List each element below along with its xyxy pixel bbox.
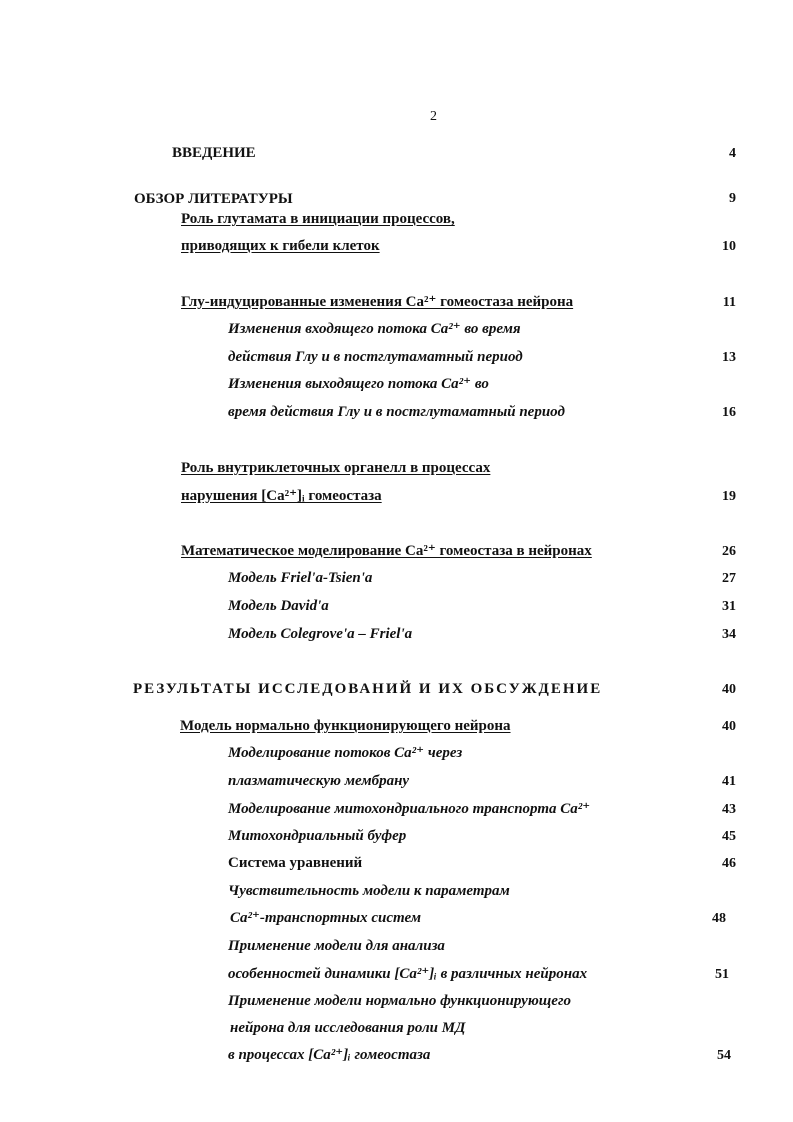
toc-subsection-title: Изменения выходящего потока Ca²⁺ во [228, 376, 489, 392]
toc-page-number: 27 [722, 571, 736, 586]
toc-section-title: Роль глутамата в инициации процессов, [181, 211, 455, 227]
toc-subsection-title: плазматическую мембрану [228, 773, 410, 789]
toc-subsection-title: Система уравнений [228, 855, 363, 871]
toc-page-number: 9 [729, 191, 736, 206]
toc-page-number: 40 [722, 719, 736, 734]
toc-page-number: 34 [722, 627, 736, 642]
toc-page-number: 48 [712, 911, 726, 926]
toc-page-number: 43 [722, 802, 736, 817]
toc-subsection-title: в процессах [Ca²⁺]ᵢ гомеостаза [228, 1047, 431, 1063]
toc-subsection-title: Митохондриальный буфер [228, 828, 407, 844]
page-number: 2 [430, 109, 437, 124]
toc-heading-results: РЕЗУЛЬТАТЫ ИССЛЕДОВАНИЙ И ИХ ОБСУЖДЕНИЕ [133, 681, 603, 697]
toc-subsection-title: Моделирование потоков Ca²⁺ через [228, 745, 463, 761]
toc-page-number: 54 [717, 1048, 731, 1063]
toc-heading-introduction: ВВЕДЕНИЕ [172, 145, 256, 161]
toc-subsection-title: особенностей динамики [Ca²⁺]ᵢ в различных нейронах [228, 966, 588, 982]
toc-page-number: 51 [715, 967, 729, 982]
toc-section-title: нарушения [Ca²⁺]ᵢ гомеостаза [181, 488, 382, 504]
toc-page-number: 41 [722, 774, 736, 789]
toc-section-title: Модель нормально функционирующего нейрона [180, 718, 511, 734]
toc-page-number: 40 [722, 682, 736, 697]
toc-section-title: Роль внутриклеточных органелл в процессах [181, 460, 491, 476]
toc-section-title: Математическое моделирование Ca²⁺ гомеостаза в нейронах [181, 543, 592, 559]
toc-page-number: 11 [722, 295, 736, 310]
toc-section-title: приводящих к гибели клеток [181, 238, 380, 254]
toc-heading-literature-review: ОБЗОР ЛИТЕРАТУРЫ [134, 191, 293, 207]
toc-subsection-title: Ca²⁺-транспортных систем [230, 910, 422, 926]
toc-subsection-title: Изменения входящего потока Ca²⁺ во время [228, 321, 521, 337]
toc-subsection-title: Модель David'a [228, 598, 329, 614]
toc-subsection-title: Модель Colegrove'a – Friel'a [228, 626, 413, 642]
toc-page-number: 13 [722, 350, 736, 365]
toc-subsection-title: Применение модели нормально функционирующего [228, 993, 571, 1009]
toc-subsection-title: время действия Глу и в постглутаматный период [228, 404, 565, 420]
toc-page-number: 46 [722, 856, 736, 871]
toc-page-number: 19 [722, 489, 736, 504]
toc-subsection-title: Модель Friel'a-Tsien'a [228, 570, 373, 586]
toc-subsection-title: нейрона для исследования роли МД [230, 1020, 466, 1036]
toc-page-number: 10 [722, 239, 736, 254]
toc-subsection-title: Применение модели для анализа [228, 938, 445, 954]
toc-subsection-title: действия Глу и в постглутаматный период [228, 349, 523, 365]
toc-page-number: 4 [729, 146, 736, 161]
toc-subsection-title: Чувствительность модели к параметрам [228, 883, 510, 899]
toc-page-number: 45 [722, 829, 736, 844]
toc-subsection-title: Моделирование митохондриального транспорта Ca²⁺ [228, 801, 591, 817]
toc-page-number: 16 [722, 405, 736, 420]
toc-page-number: 26 [722, 544, 736, 559]
toc-page-number: 31 [722, 599, 736, 614]
toc-section-title: Глу-индуцированные изменения Ca²⁺ гомеостаза нейрона [181, 294, 574, 310]
